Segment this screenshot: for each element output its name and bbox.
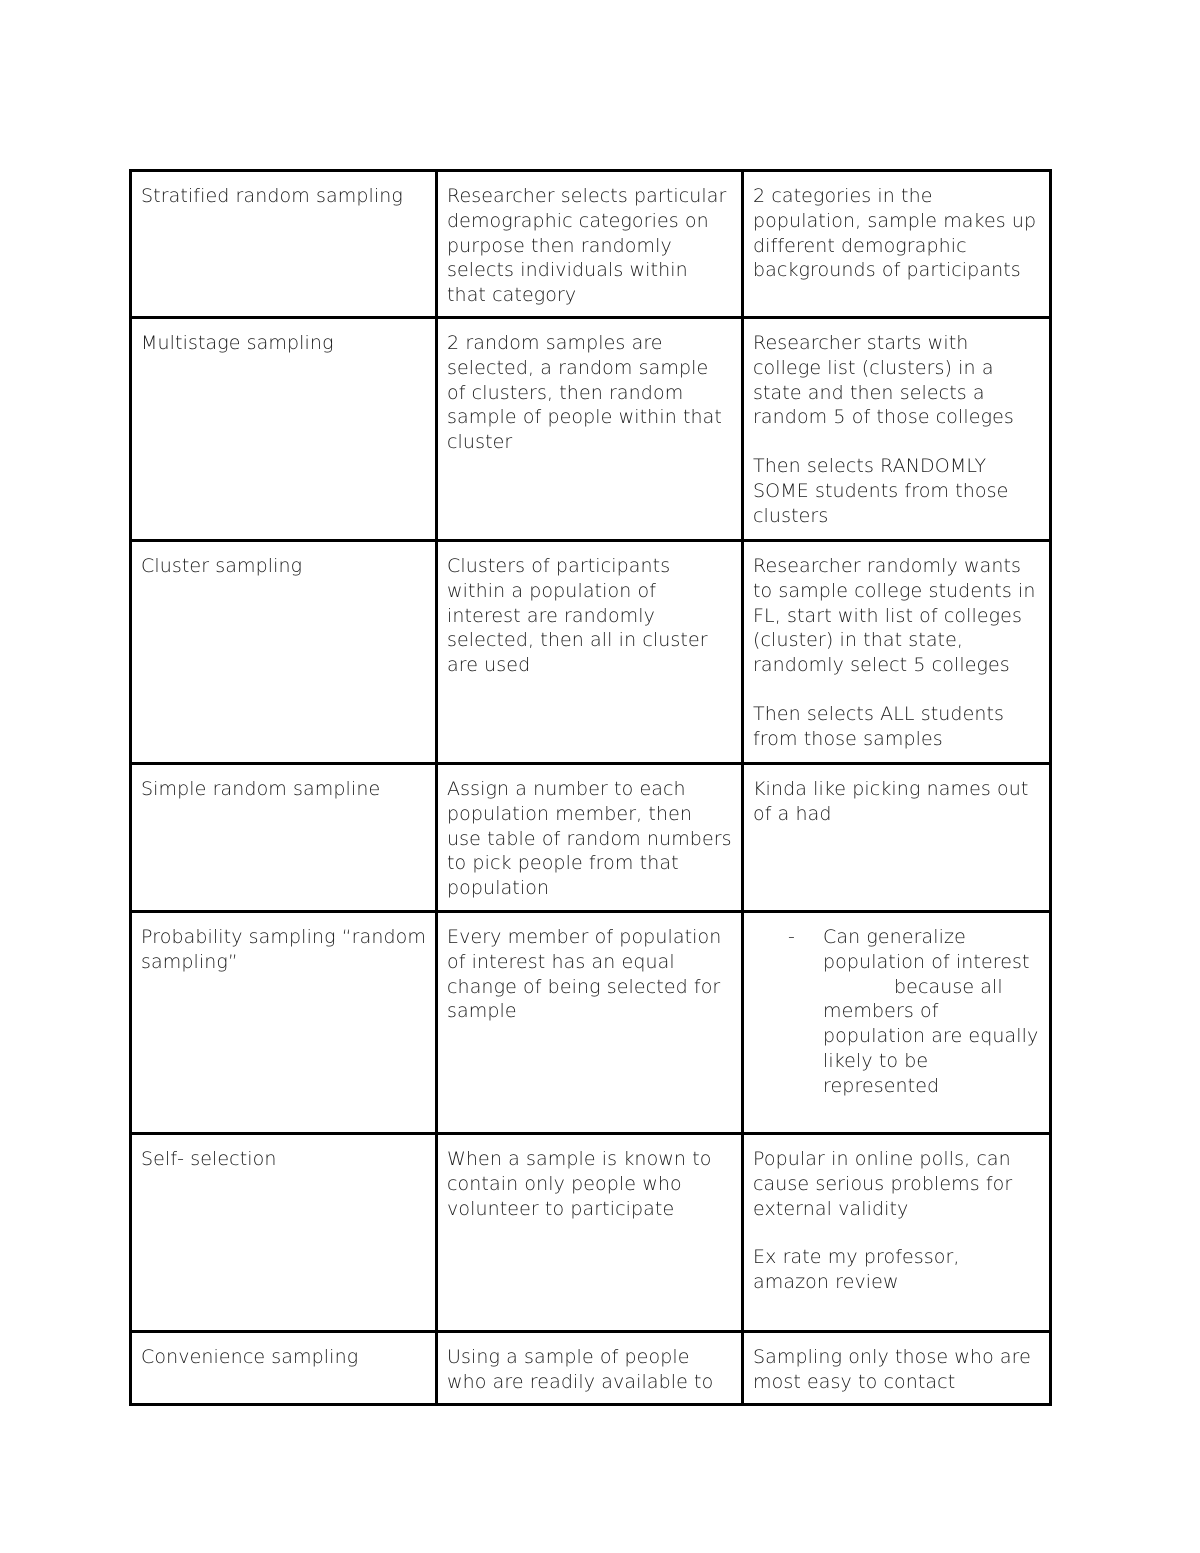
table-row <box>131 1332 1051 1405</box>
definition-text: Researcher selects particular demographic categories on purpose then randomly selects individuals within that category <box>447 185 727 307</box>
example-cell <box>743 541 1051 764</box>
term-text: Multistage sampling <box>141 332 334 354</box>
example-text: Researcher randomly wants to sample college students in FL, start with list of colleges (cluster) in that state, randomly select 5 colleges <box>753 555 1036 677</box>
term-text: Stratified random sampling <box>141 185 403 207</box>
table-row <box>131 764 1051 912</box>
example-text: Kinda like picking names out of a had <box>753 778 1029 825</box>
example-cell <box>743 1332 1051 1405</box>
term-cell <box>131 1134 437 1332</box>
sampling-methods-table <box>129 169 1052 1406</box>
example-text: Researcher starts with college list (clusters) in a state and then selects a random 5 of those colleges <box>753 332 1014 429</box>
term-text: Simple random sampline <box>141 778 381 800</box>
bullet-list-item <box>753 925 1040 1099</box>
definition-cell <box>437 912 743 1134</box>
term-text: Cluster sampling <box>141 555 303 577</box>
example-cell <box>743 764 1051 912</box>
example-text: Popular in online polls, can cause serious problems for external validity <box>753 1148 1013 1220</box>
term-text: Self- selection <box>141 1148 277 1170</box>
table-row <box>131 318 1051 541</box>
table-row <box>131 912 1051 1134</box>
definition-text: Every member of population of interest has an equal change of being selected for sample <box>447 926 722 1023</box>
term-cell <box>131 541 437 764</box>
definition-text: 2 random samples are selected, a random sample of clusters, then random sample of people within that cluster <box>447 332 722 454</box>
term-text: Convenience sampling <box>141 1346 359 1368</box>
example-cell <box>743 171 1051 318</box>
term-cell <box>131 318 437 541</box>
definition-cell <box>437 764 743 912</box>
bullet-text-line: Can generalize population of interest <box>823 926 1030 973</box>
definition-cell <box>437 1134 743 1332</box>
definition-text: When a sample is known to contain only people who volunteer to participate <box>447 1148 712 1220</box>
definition-text: Clusters of participants within a population of interest are randomly selected, then all in cluster are used <box>447 555 708 677</box>
term-cell <box>131 1332 437 1405</box>
bullet-text-indented: because all <box>894 975 1003 998</box>
example-text: 2 categories in the population, sample makes up different demographic backgrounds of participants <box>753 185 1037 282</box>
definition-text: Using a sample of people who are readily available to <box>447 1346 714 1393</box>
definition-cell <box>437 541 743 764</box>
dash-bullet-icon: - <box>788 926 795 948</box>
term-text: Probability sampling “random sampling” <box>141 926 426 973</box>
example-text: Then selects RANDOMLY SOME students from those clusters <box>753 455 1009 527</box>
example-cell <box>743 318 1051 541</box>
table-row <box>131 171 1051 318</box>
definition-cell <box>437 1332 743 1405</box>
term-cell <box>131 171 437 318</box>
term-cell <box>131 764 437 912</box>
example-text: Ex rate my professor, amazon review <box>753 1246 960 1294</box>
bullet-text-line: members of population are equally likely to be represented <box>823 1000 1039 1097</box>
example-text: Then selects ALL students from those samples <box>753 702 1005 750</box>
definition-cell <box>437 171 743 318</box>
example-cell <box>743 912 1051 1134</box>
definition-cell <box>437 318 743 541</box>
example-text: Sampling only those who are most easy to contact <box>753 1346 1031 1393</box>
term-cell <box>131 912 437 1134</box>
table-row <box>131 1134 1051 1332</box>
example-cell <box>743 1134 1051 1332</box>
definition-text: Assign a number to each population member, then use table of random numbers to pick people from that population <box>447 778 732 900</box>
table-row <box>131 541 1051 764</box>
